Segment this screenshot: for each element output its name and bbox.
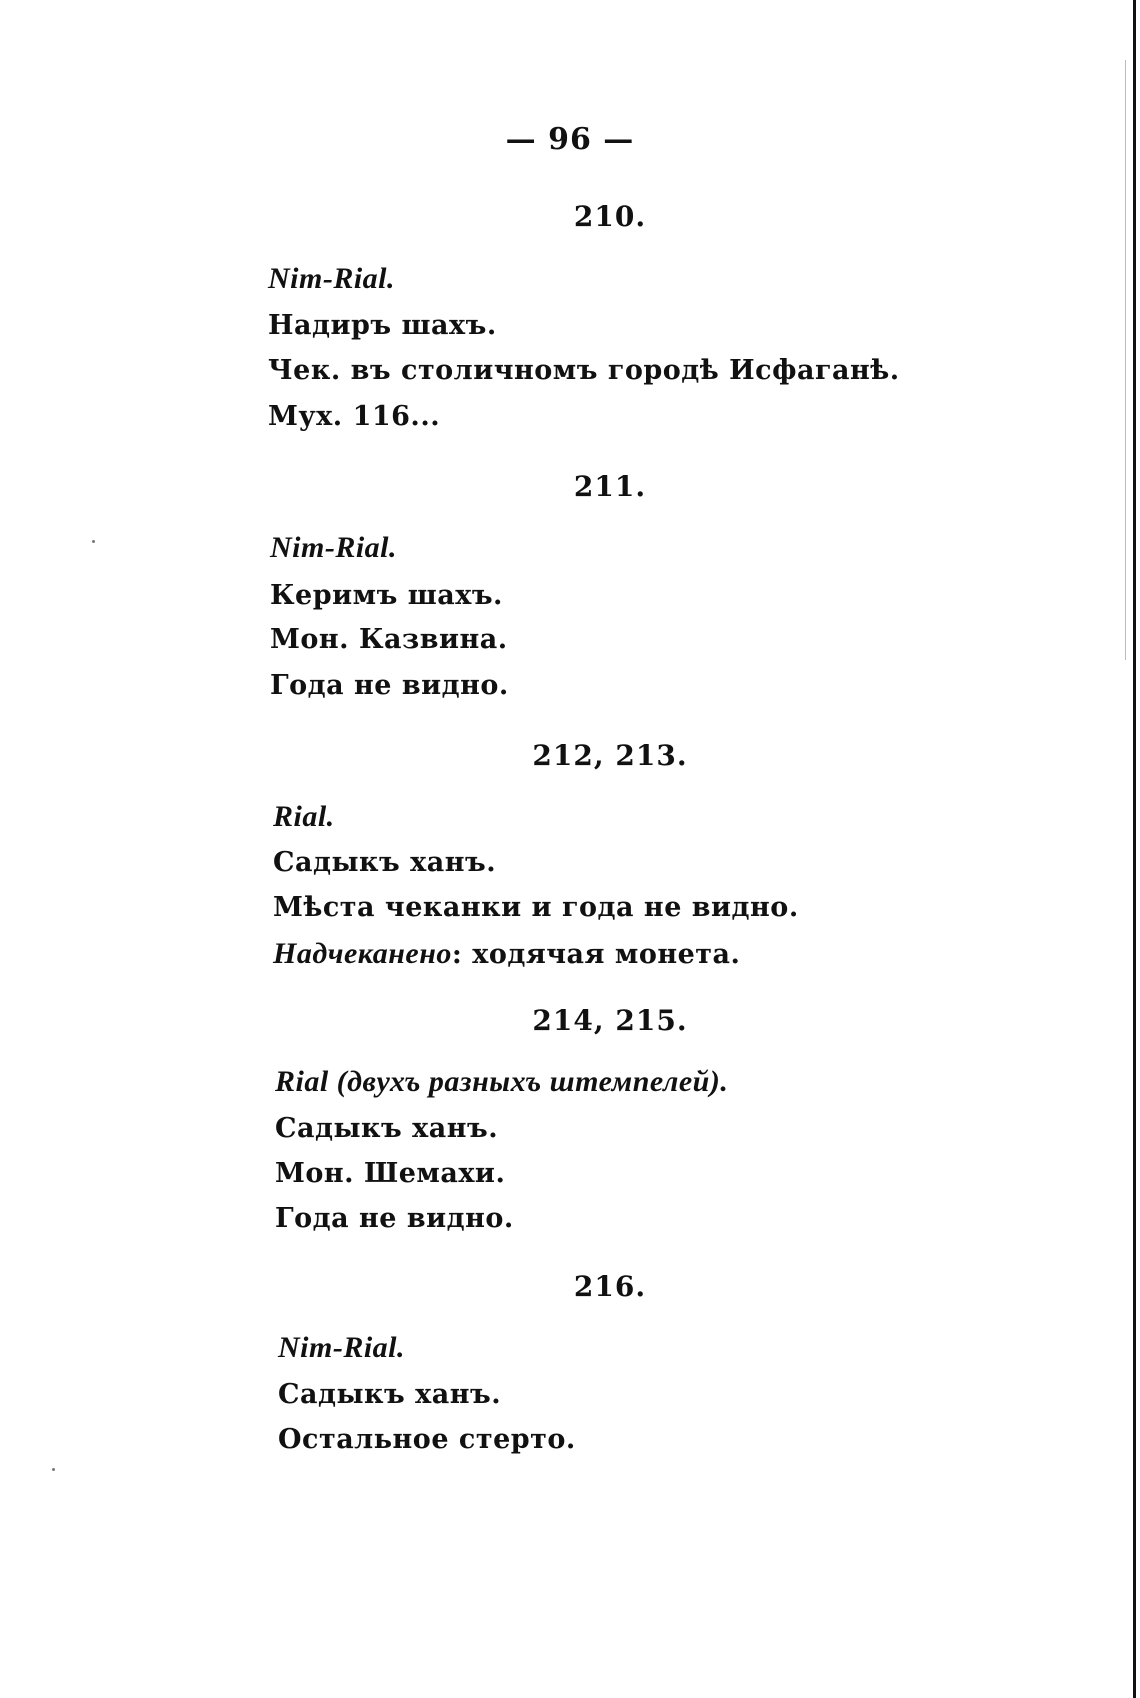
entry-line: Остальное стерто. [278, 1424, 576, 1455]
entry-line: Мон. Казвина. [270, 624, 508, 655]
entry-number: 211. [573, 470, 647, 503]
entry-denomination: Nim-Rial. [268, 262, 396, 295]
entry-line: Садыкъ ханъ. [273, 847, 497, 878]
entry-denomination: Rial. [273, 800, 335, 833]
page-number: — 96 — [505, 122, 635, 157]
entry-note-text: : ходячая монета. [451, 939, 741, 970]
entry-line: Года не видно. [270, 670, 509, 701]
page-edge-line [1133, 0, 1136, 1698]
scan-speck [92, 540, 95, 543]
entry-line: Чек. въ столичномъ городѣ Исфаганѣ. [268, 355, 900, 386]
entry-number: 210. [573, 200, 647, 233]
entry-line: Садыкъ ханъ. [278, 1379, 502, 1410]
entry-number: 216. [573, 1270, 647, 1303]
entry-line: Надиръ шахъ. [268, 310, 497, 341]
entry-denomination: Nim-Rial. [278, 1331, 406, 1364]
entry-denomination: Rial (двухъ разныхъ штемпелей). [275, 1065, 729, 1098]
entry-denomination: Nim-Rial. [270, 531, 398, 564]
scan-speck [52, 1468, 55, 1471]
entry-note [273, 937, 740, 971]
entry-line: Мѣста чеканки и года не видно. [273, 892, 799, 923]
entry-line: Мух. 116... [268, 401, 441, 432]
entry-number: 214, 215. [532, 1004, 688, 1037]
entry-line: Года не видно. [275, 1203, 514, 1234]
entry-note-label: Надчеканено [273, 937, 452, 970]
entry-number: 212, 213. [532, 739, 688, 772]
entry-line: Керимъ шахъ. [270, 580, 503, 611]
entry-line: Мон. Шемахи. [275, 1158, 506, 1189]
entry-line: Садыкъ ханъ. [275, 1113, 499, 1144]
